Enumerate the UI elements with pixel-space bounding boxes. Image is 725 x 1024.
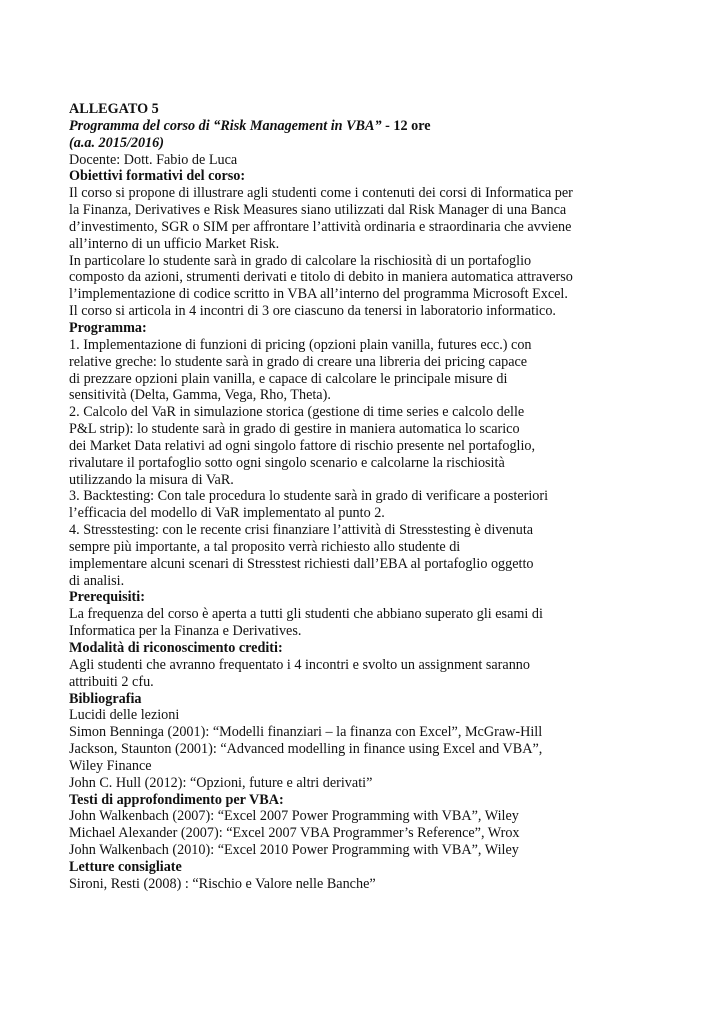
letture-item: Sironi, Resti (2008) : “Rischio e Valore nelle Banche”: [69, 875, 376, 892]
crediti-line: Agli studenti che avranno frequentato i 4 incontri e svolto un assignment saranno: [69, 656, 530, 673]
testi-vba-item: Michael Alexander (2007): “Excel 2007 VBA Programmer’s Reference”, Wrox: [69, 825, 520, 842]
obiettivi-heading: Obiettivi formativi del corso:: [69, 168, 246, 185]
bibliografia-item: Wiley Finance: [69, 757, 152, 774]
prerequisiti-heading: Prerequisiti:: [69, 589, 145, 606]
letture-heading: Letture consigliate: [69, 858, 182, 875]
programma-line: 4. Stresstesting: con le recente crisi finanziare l’attività di Stresstesting è divenuta: [69, 522, 534, 539]
crediti-line: attribuiti 2 cfu.: [69, 673, 154, 690]
prerequisiti-line: Informatica per la Finanza e Derivatives.: [69, 623, 302, 640]
obiettivi-line: In particolare lo studente sarà in grado di calcolare la rischiosità di un portafoglio: [69, 252, 532, 269]
obiettivi-line: all’interno di un ufficio Market Risk.: [69, 235, 280, 252]
crediti-section: [69, 657, 709, 691]
prerequisiti-section: [69, 606, 709, 640]
testi-vba-item: John Walkenbach (2007): “Excel 2007 Power Programming with VBA”, Wiley: [69, 808, 519, 825]
programma-line: relative greche: lo studente sarà in grado di creare una libreria dei pricing capace: [69, 353, 528, 370]
programma-line: 3. Backtesting: Con tale procedura lo studente sarà in grado di verificare a posteriori: [69, 488, 549, 505]
programma-line: sensitività (Delta, Gamma, Vega, Rho, Theta).: [69, 387, 331, 404]
letture-section: [69, 876, 709, 893]
obiettivi-line: la Finanza, Derivatives e Risk Measures siano utilizzati dal Risk Manager di una Banca: [69, 202, 567, 219]
testi-vba-heading: Testi di approfondimento per VBA:: [69, 791, 284, 808]
bibliografia-item: John C. Hull (2012): “Opzioni, future e altri derivati”: [69, 774, 373, 791]
programma-line: 2. Calcolo del VaR in simulazione storica (gestione di time series e calcolo delle: [69, 404, 525, 421]
bibliografia-item: Simon Benninga (2001): “Modelli finanziari – la finanza con Excel”, McGraw-Hill: [69, 724, 543, 741]
obiettivi-line: Il corso si propone di illustrare agli studenti come i contenuti dei corsi di Informatica per: [69, 185, 573, 202]
bibliografia-item: Jackson, Staunton (2001): “Advanced modelling in finance using Excel and VBA”,: [69, 741, 543, 758]
bibliografia-heading: Bibliografia: [69, 690, 142, 707]
course-title-hours: - 12 ore: [381, 117, 431, 134]
docente-line: Docente: Dott. Fabio de Luca: [69, 151, 238, 168]
programma-section: [69, 337, 709, 590]
obiettivi-line: d’investimento, SGR o SIM per affrontare l’attività ordinaria e straordinaria che avviene: [69, 218, 572, 235]
obiettivi-line: Il corso si articola in 4 incontri di 3 ore ciascuno da tenersi in laboratorio informatico.: [69, 303, 556, 320]
academic-year: (a.a. 2015/2016): [69, 134, 164, 151]
programma-line: dei Market Data relativi ad ogni singolo fattore di rischio presente nel portafoglio,: [69, 437, 536, 454]
course-title-italic: Programma del corso di “Risk Management in VBA”: [69, 117, 382, 134]
obiettivi-line: l’implementazione di codice scritto in VBA all’interno del programma Microsoft Excel.: [69, 286, 568, 303]
programma-line: l’efficacia del modello di VaR implementato al punto 2.: [69, 505, 385, 522]
programma-line: di prezzare opzioni plain vanilla, e capace di calcolare le principale misure di: [69, 370, 508, 387]
allegato-label: ALLEGATO 5: [69, 101, 159, 117]
obiettivi-line: composto da azioni, strumenti derivati e titolo di debito in maniera automatica attraverso: [69, 269, 573, 286]
programma-line: utilizzando la misura di VaR.: [69, 471, 234, 488]
document-page: [69, 101, 709, 893]
programma-line: sempre più importante, a tal proposito verrà richiesto allo studente di: [69, 538, 461, 555]
programma-line: P&L strip): lo studente sarà in grado di gestire in maniera automatica lo scarico: [69, 421, 520, 438]
testi-vba-item: John Walkenbach (2010): “Excel 2010 Power Programming with VBA”, Wiley: [69, 842, 519, 859]
programma-line: rivalutare il portafoglio sotto ogni singolo scenario e calcolarne la rischiosità: [69, 454, 505, 471]
programma-line: 1. Implementazione di funzioni di pricing (opzioni plain vanilla, futures ecc.) con: [69, 336, 532, 353]
prerequisiti-line: La frequenza del corso è aperta a tutti gli studenti che abbiano superato gli esami di: [69, 606, 543, 623]
testi-vba-section: [69, 808, 709, 859]
bibliografia-section: [69, 707, 709, 791]
programma-line: implementare alcuni scenari di Stresstest richiesti dall’EBA al portafoglio oggetto: [69, 555, 534, 572]
obiettivi-section: [69, 185, 709, 320]
course-title: [69, 118, 709, 135]
bibliografia-item: Lucidi delle lezioni: [69, 707, 180, 724]
crediti-heading: Modalità di riconoscimento crediti:: [69, 640, 283, 656]
programma-line: di analisi.: [69, 572, 125, 589]
programma-heading: Programma:: [69, 319, 147, 336]
